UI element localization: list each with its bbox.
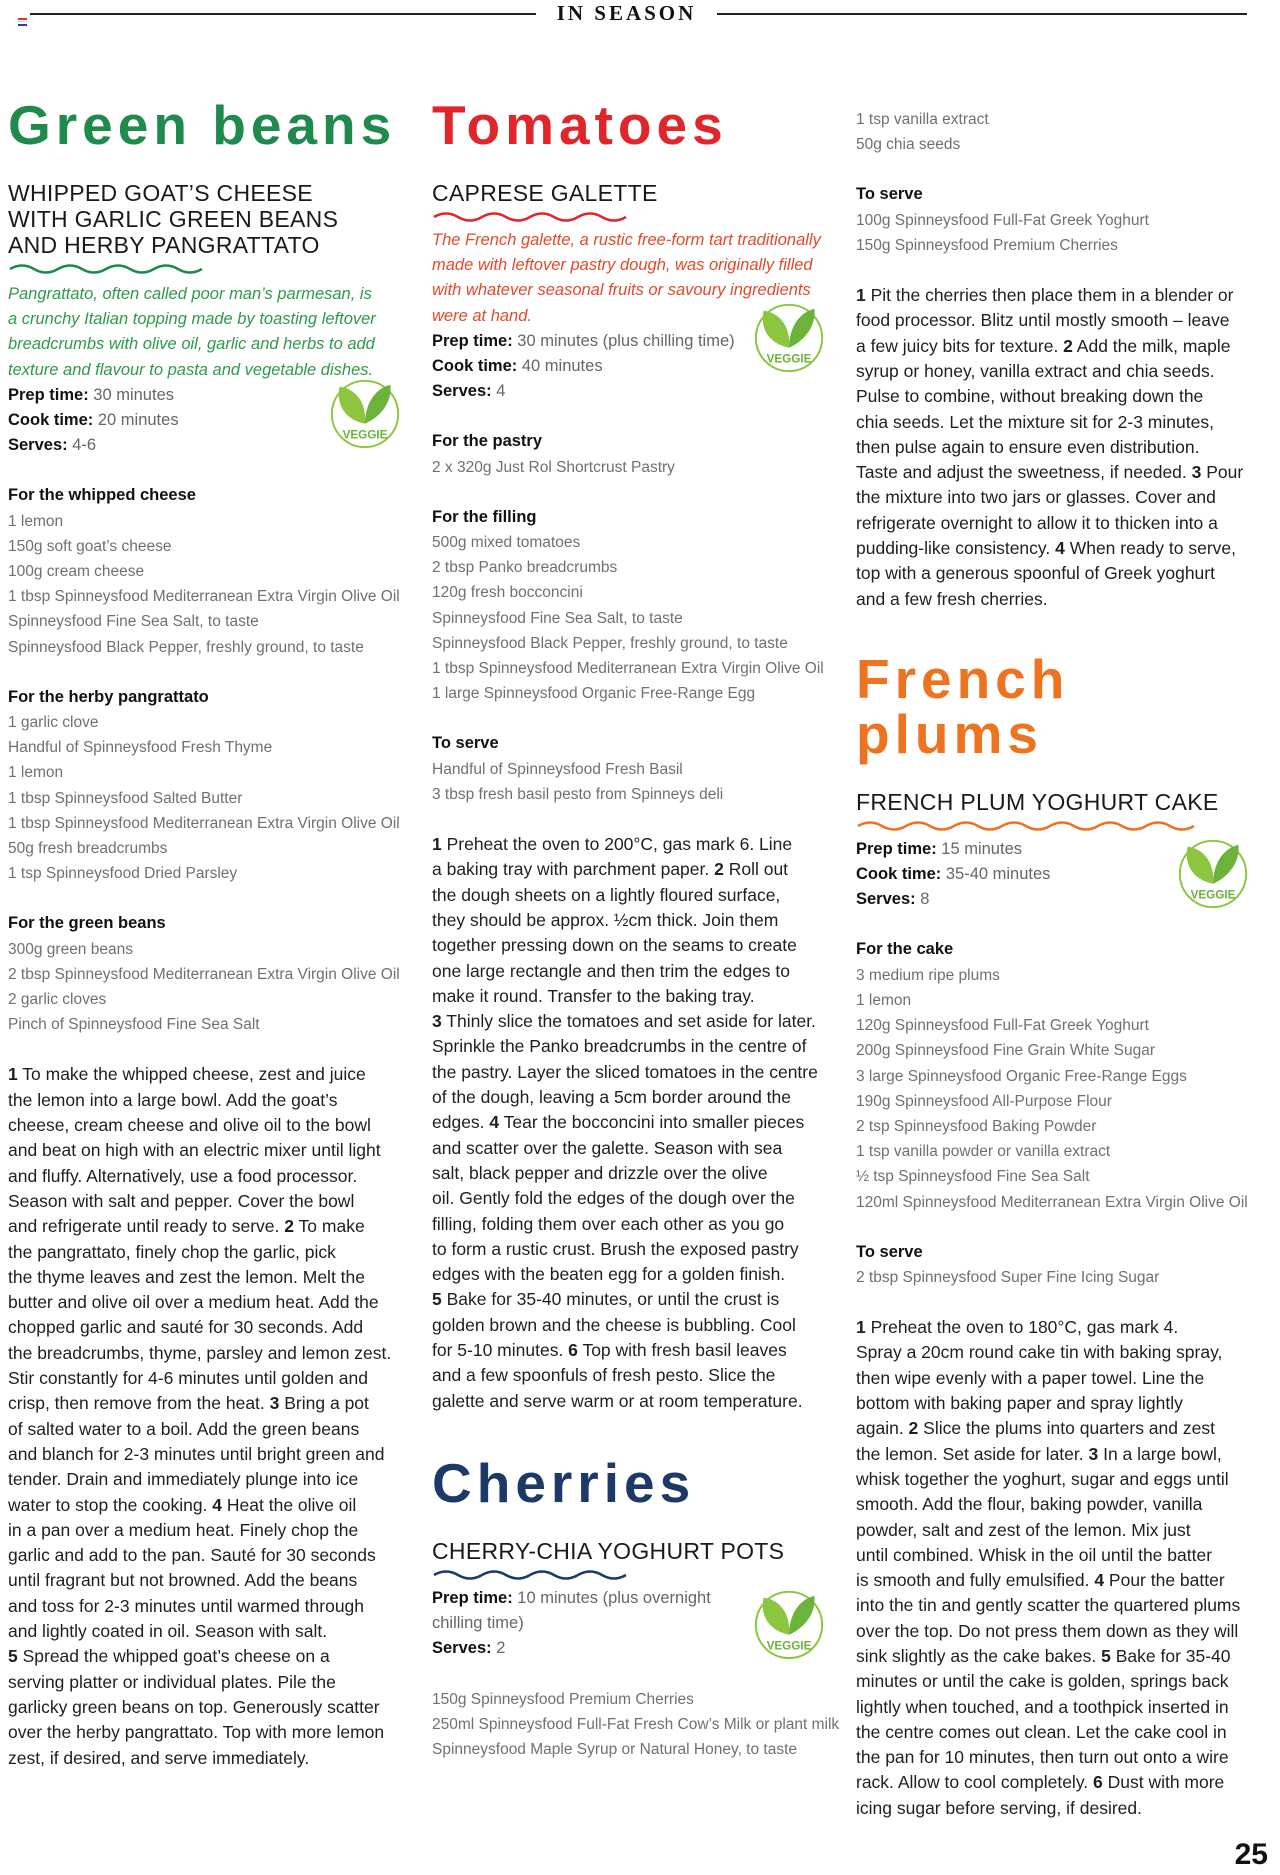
method-line: and toss for 2-3 minutes until warmed through: [8, 1595, 365, 1616]
section-title-cherries: Cherries: [432, 1451, 696, 1514]
ingredient-item: 1 garlic clove: [8, 714, 99, 732]
recipe-title-plums: [856, 789, 1248, 815]
method-line: zest, if desired, and serve immediately.: [8, 1747, 310, 1768]
method-line: the thyme leaves and zest the lemon. Melt the: [8, 1266, 365, 1287]
method-line: pudding-like consistency. 4 When ready to serve,: [856, 537, 1237, 558]
ingredient-group-heading: For the whipped cheese: [8, 486, 196, 505]
method-line: 1 Pit the cherries then place them in a blender or: [856, 285, 1234, 306]
prep-time: Prep time: 15 minutes: [856, 839, 1022, 858]
step-number: 2: [1063, 335, 1073, 356]
ingredient-group: [8, 483, 400, 659]
recipe-title-line: AND HERBY PANGRATTATO: [8, 232, 320, 258]
ingredient-item: 2 x 320g Just Rol Shortcrust Pastry: [432, 458, 675, 476]
method-line: Spray a 20cm round cake tin with baking spray,: [856, 1342, 1223, 1363]
prep-time: Prep time: 30 minutes: [8, 385, 174, 404]
ingredient-item: 120g fresh bocconcini: [432, 584, 583, 602]
recipe-meta: [432, 329, 824, 405]
method-line: then wipe evenly with a paper towel. Line the: [856, 1367, 1205, 1388]
ingredient-item: Handful of Spinneysfood Fresh Thyme: [8, 739, 273, 757]
ingredient-item: 1 lemon: [8, 764, 64, 782]
veggie-badge-icon: [750, 1584, 828, 1662]
ingredient-item: 1 tsp Spinneysfood Dried Parsley: [8, 865, 238, 883]
ingredient-group: [856, 182, 1248, 258]
method-line: again. 2 Slice the plums into quarters and zest: [856, 1418, 1215, 1439]
method-line: the lemon into a large bowl. Add the goat’s: [8, 1089, 338, 1110]
ingredient-item: 150g Spinneysfood Premium Cherries: [856, 236, 1118, 254]
wave-divider: [8, 262, 208, 276]
recipe-title-tomatoes: [432, 180, 824, 206]
ingredient-item: Spinneysfood Black Pepper, freshly ground, to taste: [432, 634, 788, 652]
ingredient-group: [432, 429, 824, 479]
serves: Serves: 4-6: [8, 436, 97, 455]
ingredient-group: [856, 937, 1248, 1214]
svg-text:VEGGIE: VEGGIE: [766, 1639, 812, 1653]
step-number: 4: [212, 1494, 223, 1515]
method-line: over the top. Do not press them down as they will: [856, 1620, 1239, 1641]
serves: Serves: 4: [432, 382, 506, 401]
method-line: to form a rustic crust. Brush the exposed pastry: [432, 1238, 799, 1259]
step-number: 3: [1191, 462, 1202, 483]
ingredient-item: 2 tsp Spinneysfood Baking Powder: [856, 1117, 1097, 1135]
method-line: then pulse again to ensure even distribution.: [856, 436, 1200, 457]
ingredient-group-heading: To serve: [432, 734, 499, 753]
method-line: the breadcrumbs, thyme, parsley and lemon zest.: [8, 1342, 392, 1363]
recipe-title-line: FRENCH PLUM YOGHURT CAKE: [856, 788, 1219, 815]
ingredient-item: 1 tbsp Spinneysfood Mediterranean Extra Virgin Olive Oil: [8, 814, 400, 832]
step-number: 4: [1094, 1570, 1105, 1591]
ingredient-item: Spinneysfood Maple Syrup or Natural Honey, to taste: [432, 1740, 798, 1758]
column-plums: [856, 0, 1248, 1821]
method-line: refrigerate overnight to allow it to thicken into a: [856, 512, 1218, 533]
ingredient-group-heading: For the pastry: [432, 432, 543, 451]
method-line: until fragrant but not browned. Add the beans: [8, 1570, 358, 1591]
method-line: the dough sheets on a lightly floured surface,: [432, 884, 781, 905]
section-title-french-plums: French plums: [856, 647, 1070, 765]
recipe-title-line: WHIPPED GOAT’S CHEESE: [8, 180, 313, 206]
method-line: and a few fresh cherries.: [856, 588, 1048, 609]
method-line: Sprinkle the Panko breadcrumbs in the centre of: [432, 1036, 807, 1057]
ingredient-item: 150g soft goat’s cheese: [8, 537, 172, 555]
method-line: edges. 4 Tear the bocconcini into smaller pieces: [432, 1112, 805, 1133]
method-line: and fluffy. Alternatively, use a food processor.: [8, 1165, 358, 1186]
method-line: whisk together the yoghurt, sugar and eggs until: [856, 1468, 1229, 1489]
ingredient-item: Spinneysfood Fine Sea Salt, to taste: [432, 609, 683, 627]
page-number: 25: [1234, 1838, 1268, 1871]
method-line: garlic and add to the pan. Sauté for 30 seconds: [8, 1545, 376, 1566]
ingredient-group-heading: For the green beans: [8, 914, 166, 933]
intro-line: texture and flavour to pasta and vegetable dishes.: [8, 360, 374, 379]
method-line: the lemon. Set aside for later. 3 In a large bowl,: [856, 1443, 1222, 1464]
ingredient-item: 150g Spinneysfood Premium Cherries: [432, 1690, 694, 1708]
method-line: golden brown and the cheese is bubbling. Cool: [432, 1314, 796, 1335]
ingredient-group-heading: For the filling: [432, 507, 537, 526]
method-line: salt, black pepper and drizzle over the olive: [432, 1162, 768, 1183]
step-number: 1: [856, 1317, 866, 1338]
method-line: crisp, then remove from the heat. 3 Bring a pot: [8, 1393, 369, 1414]
method-line: in a pan over a medium heat. Finely chop the: [8, 1519, 359, 1540]
step-number: 2: [714, 859, 724, 880]
veggie-badge-icon: [1174, 833, 1252, 911]
step-number: 2: [284, 1216, 294, 1237]
ingredient-group: [856, 107, 1248, 157]
ingredient-item: 100g Spinneysfood Full-Fat Greek Yoghurt: [856, 211, 1149, 229]
method-line: tender. Drain and immediately plunge into ice: [8, 1469, 359, 1490]
method-line: Pulse to combine, without breaking down the: [856, 386, 1204, 407]
column-green-beans: [8, 0, 400, 1771]
method-line: until combined. Whisk in the oil until the batter: [856, 1544, 1213, 1565]
step-number: 1: [856, 285, 866, 306]
ingredient-item: 2 garlic cloves: [8, 991, 107, 1009]
prep-time-cont: chilling time): [432, 1614, 524, 1633]
method-line: chopped garlic and sauté for 30 seconds. Add: [8, 1317, 364, 1338]
ingredient-item: 1 tsp vanilla powder or vanilla extract: [856, 1143, 1111, 1161]
ingredient-group: [432, 731, 824, 807]
ingredient-item: Spinneysfood Black Pepper, freshly ground, to taste: [8, 638, 364, 656]
ingredient-item: 1 tbsp Spinneysfood Salted Butter: [8, 789, 243, 807]
method-line: filling, folding them over each other as you go: [432, 1213, 785, 1234]
ingredient-item: 2 tbsp Spinneysfood Mediterranean Extra Virgin Olive Oil: [8, 965, 400, 983]
ingredient-item: 2 tbsp Panko breadcrumbs: [432, 559, 618, 577]
svg-text:VEGGIE: VEGGIE: [1190, 888, 1236, 902]
svg-text:VEGGIE: VEGGIE: [342, 428, 388, 442]
section-title-tomatoes: Tomatoes: [432, 94, 728, 156]
wave-divider: [432, 210, 632, 224]
svg-text:VEGGIE: VEGGIE: [766, 352, 812, 366]
method-line: smooth. Add the flour, baking powder, vanilla: [856, 1494, 1203, 1515]
ingredient-item: 1 lemon: [856, 991, 912, 1009]
method-line: icing sugar before serving, if desired.: [856, 1797, 1142, 1818]
ingredient-group-heading: For the cake: [856, 940, 954, 959]
ingredient-group-heading: For the herby pangrattato: [8, 687, 209, 706]
method-line: the pangrattato, finely chop the garlic, pick: [8, 1241, 336, 1262]
intro-line: made with leftover pastry dough, was originally filled: [432, 256, 813, 275]
ingredient-item: 50g fresh breadcrumbs: [8, 840, 168, 858]
method-line: the pastry. Layer the sliced tomatoes in the centre: [432, 1061, 818, 1082]
intro-text: [8, 282, 400, 383]
ingredient-item: Spinneysfood Fine Sea Salt, to taste: [8, 613, 259, 631]
ingredient-group-heading: To serve: [856, 1242, 923, 1261]
recipe-meta: [432, 1586, 824, 1662]
veggie-badge-icon: [750, 297, 828, 375]
ingredient-group: [432, 1687, 840, 1763]
method-line: 1 To make the whipped cheese, zest and juice: [8, 1064, 366, 1085]
step-number: 5: [8, 1646, 18, 1667]
method-line: and a few spoonfuls of fresh pesto. Slice the: [432, 1365, 776, 1386]
method-text: [8, 1062, 400, 1770]
cook-time: Cook time: 40 minutes: [432, 357, 603, 376]
method-line: powder, salt and zest of the lemon. Mix just: [856, 1519, 1191, 1540]
ingredient-group: [432, 505, 824, 707]
method-line: is smooth and fully emulsified. 4 Pour the batter: [856, 1570, 1225, 1591]
recipe-title-line: CAPRESE GALETTE: [432, 180, 658, 206]
ingredient-item: 1 large Spinneysfood Organic Free-Range Egg: [432, 685, 756, 703]
wave-divider: [856, 819, 1196, 833]
intro-line: Pangrattato, often called poor man’s parmesan, is: [8, 285, 372, 303]
step-number: 6: [568, 1340, 578, 1360]
serves: Serves: 2: [432, 1639, 506, 1658]
ingredient-group-heading: To serve: [856, 185, 923, 204]
ingredient-item: 250ml Spinneysfood Full-Fat Fresh Cow’s Milk or plant milk: [432, 1715, 840, 1733]
cook-time: Cook time: 20 minutes: [8, 411, 179, 430]
method-line: bottom with baking paper and spray lightly: [856, 1393, 1183, 1414]
recipe-title-green-beans: [8, 180, 400, 258]
ingredient-group: [8, 685, 400, 887]
serves: Serves: 8: [856, 890, 930, 909]
method-text: [856, 283, 1248, 612]
intro-line: were at hand.: [432, 306, 532, 325]
ingredient-item: 3 large Spinneysfood Organic Free-Range Eggs: [856, 1067, 1187, 1085]
method-line: chia seeds. Let the mixture sit for 2-3 minutes,: [856, 411, 1214, 432]
ingredient-item: 3 tbsp fresh basil pesto from Spinneys deli: [432, 785, 724, 803]
method-line: a baking tray with parchment paper. 2 Roll out: [432, 859, 789, 880]
ingredient-item: 100g cream cheese: [8, 563, 145, 581]
method-line: oil. Gently fold the edges of the dough over the: [432, 1188, 795, 1209]
step-number: 1: [432, 834, 442, 855]
ingredient-group: [8, 911, 400, 1037]
ingredient-item: Handful of Spinneysfood Fresh Basil: [432, 760, 683, 778]
method-line: Season with salt and pepper. Cover the bowl: [8, 1190, 355, 1211]
ingredient-item: 120g Spinneysfood Full-Fat Greek Yoghurt: [856, 1017, 1149, 1035]
method-line: cheese, cream cheese and olive oil to the bowl: [8, 1115, 371, 1136]
method-line: Stir constantly for 4-6 minutes until golden and: [8, 1368, 368, 1389]
method-line: together pressing down on the seams to create: [432, 935, 797, 956]
ingredient-item: Pinch of Spinneysfood Fine Sea Salt: [8, 1016, 260, 1034]
intro-line: with whatever seasonal fruits or savoury ingredients: [432, 281, 811, 300]
method-line: and scatter over the galette. Season with sea: [432, 1137, 783, 1158]
veggie-badge-icon: [326, 373, 404, 451]
recipe-title-line: CHERRY-CHIA YOGHURT POTS: [432, 1537, 785, 1564]
step-number: 3: [1088, 1443, 1099, 1464]
method-line: a few juicy bits for texture. 2 Add the milk, maple: [856, 335, 1231, 356]
method-line: edges with the beaten egg for a golden finish.: [432, 1264, 786, 1285]
ingredient-item: 50g chia seeds: [856, 136, 961, 154]
step-number: 4: [1055, 537, 1065, 558]
step-number: 3: [269, 1393, 280, 1414]
method-line: food processor. Blitz until mostly smooth – leave: [856, 310, 1230, 331]
method-text: [432, 832, 824, 1414]
intro-line: breadcrumbs with olive oil, garlic and herbs to add: [8, 335, 375, 354]
method-line: minutes or until the cake is golden, springs back: [856, 1671, 1229, 1692]
intro-line: a crunchy Italian topping made by toasting leftover: [8, 310, 376, 329]
step-number: 5: [1101, 1645, 1111, 1666]
ingredient-item: 3 medium ripe plums: [856, 966, 1000, 984]
ingredient-item: 1 tbsp Spinneysfood Mediterranean Extra Virgin Olive Oil: [432, 660, 824, 678]
method-line: one large rectangle and then trim the edges to: [432, 960, 791, 981]
ingredient-item: 120ml Spinneysfood Mediterranean Extra Virgin Olive Oil: [856, 1193, 1248, 1211]
column-tomatoes: [432, 0, 840, 1762]
method-line: 1 Preheat the oven to 180°C, gas mark 4.: [856, 1317, 1179, 1338]
method-line: top with a generous spoonful of Greek yoghurt: [856, 563, 1215, 584]
method-line: sink slightly as the cake bakes. 5 Bake for 35-40: [856, 1645, 1231, 1666]
prep-time: Prep time: 10 minutes (plus overnight: [432, 1588, 711, 1607]
method-line: serving platter or individual plates. Pile the: [8, 1671, 336, 1692]
step-number: 5: [432, 1289, 442, 1310]
prep-time: Prep time: 30 minutes (plus chilling time): [432, 331, 735, 350]
recipe-meta: [8, 383, 400, 459]
method-line: into the tin and gently scatter the quartered plums: [856, 1595, 1241, 1616]
method-line: of the dough, leaving a 5cm border around the: [432, 1087, 791, 1108]
ingredient-item: 300g green beans: [8, 940, 133, 958]
method-line: 3 Thinly slice the tomatoes and set aside for later.: [432, 1011, 816, 1032]
method-line: and lightly coated in oil. Season with salt.: [8, 1621, 328, 1642]
method-line: syrup or honey, vanilla extract and chia seeds.: [856, 360, 1215, 381]
section-title-green-beans: Green beans: [8, 94, 397, 156]
method-line: Taste and adjust the sweetness, if needed. 3 Pour: [856, 462, 1244, 483]
ingredient-item: 200g Spinneysfood Fine Grain White Sugar: [856, 1042, 1155, 1060]
ingredient-item: 1 lemon: [8, 512, 64, 530]
method-line: lightly when touched, and a toothpick inserted in: [856, 1696, 1229, 1717]
recipe-meta: [856, 837, 1248, 913]
intro-line: The French galette, a rustic free-form tart traditionally: [432, 231, 821, 249]
section-header-label: IN SEASON: [556, 1, 697, 25]
method-line: the mixture into two jars or glasses. Cover and: [856, 487, 1216, 508]
method-line: rack. Allow to cool completely. 6 Dust with more: [856, 1772, 1225, 1793]
method-line: make it round. Transfer to the baking tray.: [432, 985, 755, 1006]
method-line: they should be approx. ½cm thick. Join them: [432, 909, 779, 930]
wave-divider: [432, 1568, 632, 1582]
ingredient-item: ½ tsp Spinneysfood Fine Sea Salt: [856, 1168, 1090, 1186]
method-line: 5 Bake for 35-40 minutes, or until the crust is: [432, 1289, 780, 1310]
method-line: the pan for 10 minutes, then turn out onto a wire: [856, 1747, 1229, 1768]
method-line: over the herby pangrattato. Top with more lemon: [8, 1722, 385, 1743]
step-number: 6: [1093, 1772, 1103, 1793]
step-number: 3: [432, 1011, 442, 1032]
method-line: the centre comes out clean. Let the cake cool in: [856, 1721, 1227, 1742]
recipe-title-cherries: [432, 1538, 824, 1564]
method-line: of salted water to a boil. Add the green beans: [8, 1418, 360, 1439]
step-number: 2: [908, 1418, 919, 1439]
step-number: 4: [489, 1112, 500, 1133]
method-line: and blanch for 2-3 minutes until bright green and: [8, 1443, 385, 1464]
ingredient-item: 190g Spinneysfood All-Purpose Flour: [856, 1092, 1112, 1110]
method-line: and beat on high with an electric mixer until light: [8, 1140, 381, 1161]
ingredient-item: 1 tsp vanilla extract: [856, 111, 989, 128]
cook-time: Cook time: 35-40 minutes: [856, 865, 1051, 884]
ingredient-group: [856, 1240, 1248, 1290]
method-line: butter and olive oil over a medium heat. Add the: [8, 1292, 379, 1313]
ingredient-item: 500g mixed tomatoes: [432, 534, 581, 552]
method-line: 5 Spread the whipped goat’s cheese on a: [8, 1646, 330, 1667]
method-line: 1 Preheat the oven to 200°C, gas mark 6. Line: [432, 834, 793, 855]
method-line: galette and serve warm or at room temperature.: [432, 1390, 803, 1411]
method-line: garlicky green beans on top. Generously scatter: [8, 1696, 380, 1717]
step-number: 1: [8, 1064, 18, 1085]
ingredient-item: 1 tbsp Spinneysfood Mediterranean Extra Virgin Olive Oil: [8, 588, 400, 606]
method-line: and refrigerate until ready to serve. 2 To make: [8, 1216, 365, 1237]
method-text: [856, 1315, 1248, 1821]
recipe-title-line: WITH GARLIC GREEN BEANS: [8, 206, 339, 232]
method-line: for 5-10 minutes. 6 Top with fresh basil leaves: [432, 1340, 787, 1360]
method-line: water to stop the cooking. 4 Heat the olive oil: [8, 1494, 357, 1515]
ingredient-item: 2 tbsp Spinneysfood Super Fine Icing Sugar: [856, 1268, 1160, 1286]
